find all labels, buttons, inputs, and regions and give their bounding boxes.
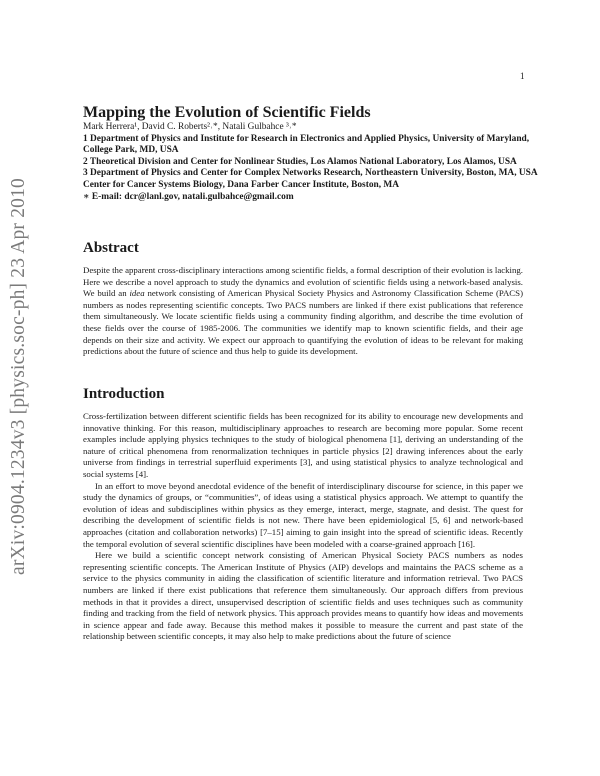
abstract-italic-term: idea xyxy=(129,288,145,299)
affiliation-1: 1 Department of Physics and Institute for Research in Electronics and Applied Physics, University of Maryland, College Park, MD, USA xyxy=(83,133,530,156)
introduction-body xyxy=(83,411,523,643)
abstract-paragraph xyxy=(83,265,523,358)
abstract-body xyxy=(83,265,523,358)
introduction-heading: Introduction xyxy=(83,386,165,402)
abstract-text-part-1: Despite the apparent cross-disciplinary interactions among scientific fields, a formal description of their evolution is lacking. Here we describe a novel approach to study the dynamics and evolution of scientific fields using a network-based analysis. We build an xyxy=(83,265,523,299)
affiliation-2: 2 Theoretical Division and Center for Nonlinear Studies, Los Alamos National Laboratory, Los Alamos, USA xyxy=(83,156,517,167)
arxiv-identifier-stamp: arXiv:0904.1234v3 [physics.soc-ph] 23 Apr 2010 xyxy=(8,178,29,575)
abstract-text-part-2: network consisting of American Physical Society Physics and Astronomy Classification Scheme (PACS) numbers as nodes representing scientific concepts. Two PACS numbers are linked if there exist publications that reference them simultaneously. We locate scientific fields using a community finding algorithm, and describe the time evolution of these fields over the course of 1985-2006. The communities we identify map to known scientific fields, and their age depends on their size and activity. We expect our approach to quantifying the evolution of ideas to be relevant for making predictions about the future of science and thus help to guide its development. xyxy=(83,288,523,357)
author-list: Mark Herrera¹, David C. Roberts²˒*, Natali Gulbahce ³˒* xyxy=(83,122,297,132)
intro-paragraph-2: In an effort to move beyond anecdotal evidence of the benefit of interdisciplinary discourse for science, in this paper we study the dynamics of groups, or “communities”, of ideas using a statistical physics approach. We attempt to quantify the evolution of ideas and subdisciplines within physics as they emerge, interact, merge, stagnate, and desist. The quest for describing the development of scientific fields is not new. There have been epidemiological [5, 6] and network-based approaches (citation and collaboration networks) [7–15] aiming to gain insight into the spread of scientific ideas. Recently the temporal evolution of several scientific disciplines have been modeled with a coarse-grained approach [16]. xyxy=(83,480,523,549)
affiliation-3: 3 Department of Physics and Center for Complex Networks Research, Northeastern University, Boston, MA, USA xyxy=(83,168,538,179)
corresponding-email: ∗ E-mail: dcr@lanl.gov, natali.gulbahce@gmail.com xyxy=(83,191,294,202)
page-number: 1 xyxy=(520,71,525,81)
affiliation-4: Center for Cancer Systems Biology, Dana Farber Cancer Institute, Boston, MA xyxy=(83,179,400,190)
abstract-heading: Abstract xyxy=(83,240,139,256)
intro-paragraph-3: Here we build a scientific concept network consisting of American Physical Society PACS numbers as nodes representing scientific concepts. The American Institute of Physics (AIP) develops and maintains the PACS scheme as a service to the physics community in aiding the classification of scientific literature and information retrieval. Two PACS numbers are linked if there exist publications that reference them simultaneously. Our approach differs from previous methods in that it provides a direct, unsupervised description of scientific fields and uses techniques such as community finding and tracking from the field of network physics. This approach provides means to quantify how ideas and movements in science appear and fade away. Because this method makes it possible to measure the current and past state of the relationship between scientific concepts, it may also help to make predictions about the future of science xyxy=(83,550,523,642)
paper-header xyxy=(83,104,543,203)
intro-paragraph-1: Cross-fertilization between different scientific fields has been recognized for its ability to encourage new developments and innovative thinking. For this reason, multidisciplinary approaches to research are becoming more popular. Some recent examples include applying physics techniques to the study of biological phenomena [1], deriving an understanding of the nature of critical phenomena from renormalization techniques in particle physics [2] drawing inferences about the early universe from findings in terrestrial superfluid experiments [3], and using statistical physics to analyze technological and social systems [4]. xyxy=(83,411,523,479)
paper-title: Mapping the Evolution of Scientific Fields xyxy=(83,104,371,121)
